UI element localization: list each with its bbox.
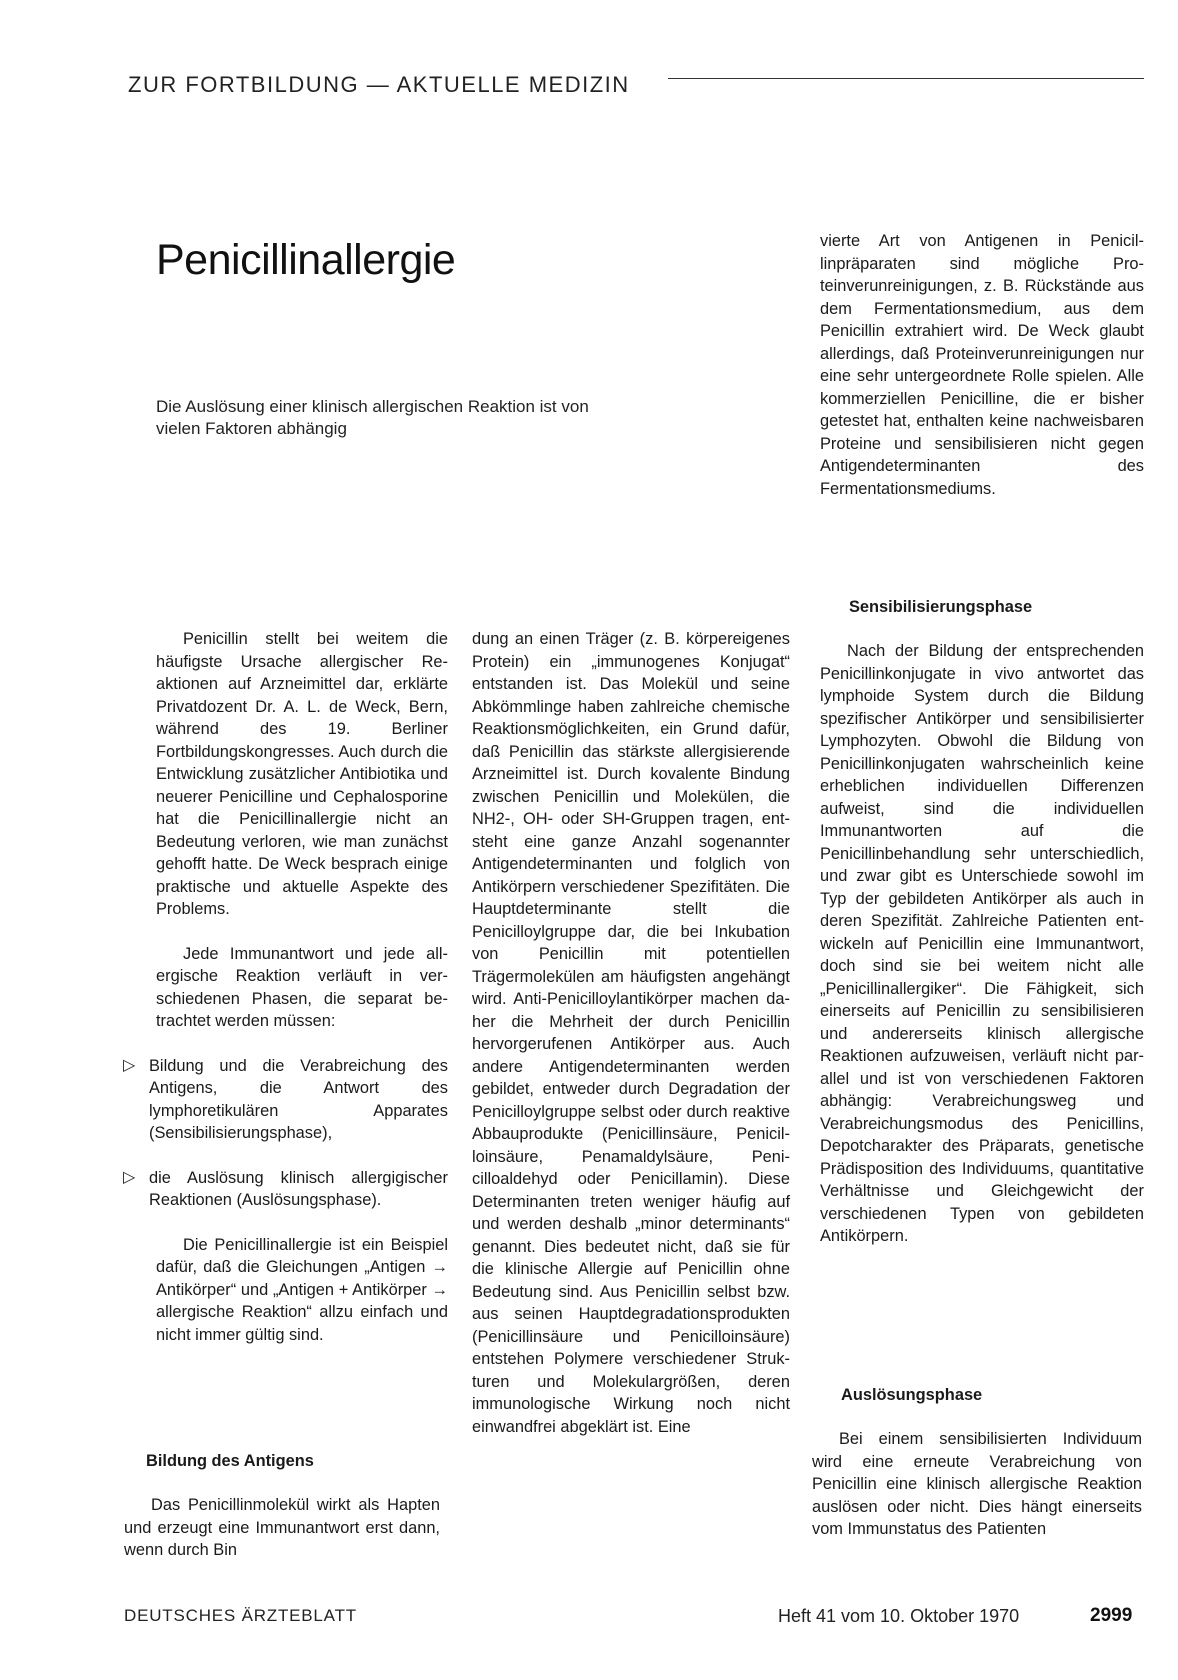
page-number: 2999: [1090, 1605, 1133, 1626]
footer-journal: DEUTSCHES ÄRZTEBLATT: [124, 1606, 357, 1625]
triangle-bullet-icon: ▷: [123, 1056, 136, 1074]
paragraph: Bei einem sensibilisierten Individuum wird eine erneute Verabreichung von Penicillin eine klinisch allergische Reaktion auslösen oder nicht. Dies hängt einerseits vom Immunstatus des Patienten: [812, 1430, 1142, 1538]
column-3: [820, 640, 1144, 1248]
article-title: Penicillinallergie: [156, 236, 456, 284]
paragraph: Penicillin stellt bei weitem die häufigste Ursache allergischer Reaktionen auf Arzneimittel dar, erklärte Privatdozent Dr. A. L. de Weck, Bern, während des 19. Berliner Fortbildungskongresses. Auch durch die Entwicklung zusätzlicher Antibiotika und neuerer Penicilline und Cephalosporine hat die Penicillinallergie nicht an Bedeutung verloren, wie man zunächst gehofft hatte. De Weck besprach einige praktische und aktuelle Aspekte des Problems.: [156, 630, 448, 918]
column-2: [472, 628, 790, 1438]
list-item-text: die Auslösung klinisch allergigischer Reaktionen (Auslösungsphase).: [149, 1168, 448, 1209]
subheading-ausloesung: Auslösungsphase: [841, 1386, 983, 1404]
column-1: [123, 628, 448, 1346]
footer-issue: Heft 41 vom 10. Oktober 1970: [778, 1606, 1020, 1626]
subheading-sensibilisierung: Sensibilisierungsphase: [849, 598, 1033, 616]
column-top-right: [820, 230, 1144, 500]
list-item: [124, 1167, 448, 1212]
column-3-continued: [812, 1428, 1142, 1541]
subheading-bildung: Bildung des Antigens: [146, 1452, 314, 1470]
header-rule: [668, 78, 1144, 79]
paragraph: dung an einen Träger (z. B. körpereigenes Protein) ein „immunogenes Konjugat“ entstanden ist. Das Molekül und seine Abkömmlinge haben zahlreiche chemische Reaktionsmöglichkeiten, ein Grund dafür, daß Penicillin das stärkste allergisierende Arzneimittel ist. Durch kovalente Bindung zwischen Penicillin und Molekülen, die NH2-, OH- oder SH-Gruppen tragen, entsteht eine ganze Anzahl sogenannter Antigendeterminanten und folglich von Antikörpern verschiedener Spezifitäten. Die Hauptdeterminante stellt die Penicilloylgruppe dar, die bei Inkubation von Penicillin mit potentiellen Trägermolekülen am häufigsten angehängt wird. Anti-Penicilloylantikörper machen daher die Mehrheit der durch Penicillin hervorgerufenen Antikörper aus. Auch andere Antigendeterminanten werden gebildet, entweder durch Degradation der Penicilloylgruppe selbst oder durch reaktive Abbauprodukte (Penicillinsäure, Penicilloinsäure, Penamaldylsäure, Penicilloaldehyd oder Penicillamin). Diese Determinanten treten weniger häufig auf und werden deshalb „minor determinants“ genannt. Dies bedeutet nicht, daß sie für die klinische Allergie auf Penicillin ohne Bedeutung sind. Aus Penicillin selbst bzw. aus seinen Hauptdegradationsprodukten (Penicillinsäure und Penicilloinsäure) entstehen Polymere verschiedener Strukturen und Molekulargrößen, deren immunologische Wirkung noch nicht einwandfrei abgeklärt ist. Eine: [472, 630, 790, 1436]
article-subtitle: Die Auslösung einer klinisch allergischen Reaktion ist von vielen Faktoren abhängig: [156, 397, 589, 438]
paragraph: Die Penicillinallergie ist ein Beispiel dafür, daß die Gleichungen „Antigen → Antikörper“ und „Antigen + Antikörper → allergische Reaktion“ allzu einfach und nicht immer gültig sind.: [156, 1235, 448, 1344]
triangle-bullet-icon: ▷: [123, 1168, 136, 1186]
section-header: ZUR FORTBILDUNG — AKTUELLE MEDIZIN: [128, 72, 630, 97]
paragraph: Nach der Bildung der entsprechenden Penicillinkonjugate in vivo antwortet das lymphoide System durch die Bildung spezifischer Antikörper und sensibilisierter Lymphozyten. Obwohl die Bildung von Penicillinkonjugaten wahrscheinlich keine erheblichen individuellen Differenzen aufweist, sind die individuellen Immunantworten auf die Penicillinbehandlung sehr unterschiedlich, und zwar gibt es Unterschiede sowohl im Typ der gebildeten Antikörper als auch in deren Spezifität. Zahlreiche Patienten entwickeln auf Penicillin eine Immunantwort, doch sind sie bei weitem nicht alle „Penicillinallergiker“. Die Fähigkeit, sich einerseits auf Penicillin zu sensibilisieren und andererseits klinisch allergische Reaktionen aufzuweisen, verläuft nicht parallel und ist von verschiedenen Faktoren abhängig: Verabreichungsweg und Verabreichungsmodus des Penicillins, Depotcharakter des Präparats, genetische Prädisposition des Individuums, quantitative Verhältnisse und Gleichgewicht der verschiedenen Typen von gebildeten Antikörpern.: [820, 642, 1144, 1245]
paragraph: Jede Immunantwort und jede allergische Reaktion verläuft in verschiedenen Phasen, die separat betrachtet werden müssen:: [156, 944, 448, 1030]
list-item-text: Bildung und die Verabreichung des Antigens, die Antwort des lymphoretikulären Apparates (Sensibilisierungsphase),: [149, 1056, 448, 1142]
column-1-continued: [124, 1494, 440, 1562]
list-item: [124, 1055, 448, 1145]
paragraph: vierte Art von Antigenen in Penicillinpräparaten sind mögliche Proteinverunreinigungen, z. B. Rückstände aus dem Fermentationsmedium, aus dem Penicillin extrahiert wird. De Weck glaubt allerdings, daß Proteinverunreinigungen nur eine sehr untergeordnete Rolle spielen. Alle kommerziellen Penicilline, die er bisher getestet hat, enthalten keine nachweisbaren Proteine und sensibilisieren nicht gegen Antigendeterminanten des Fermentationsmediums.: [820, 232, 1144, 498]
paragraph: Das Penicillinmolekül wirkt als Hapten und erzeugt eine Immunantwort erst dann, wenn durch Bin: [124, 1496, 440, 1559]
